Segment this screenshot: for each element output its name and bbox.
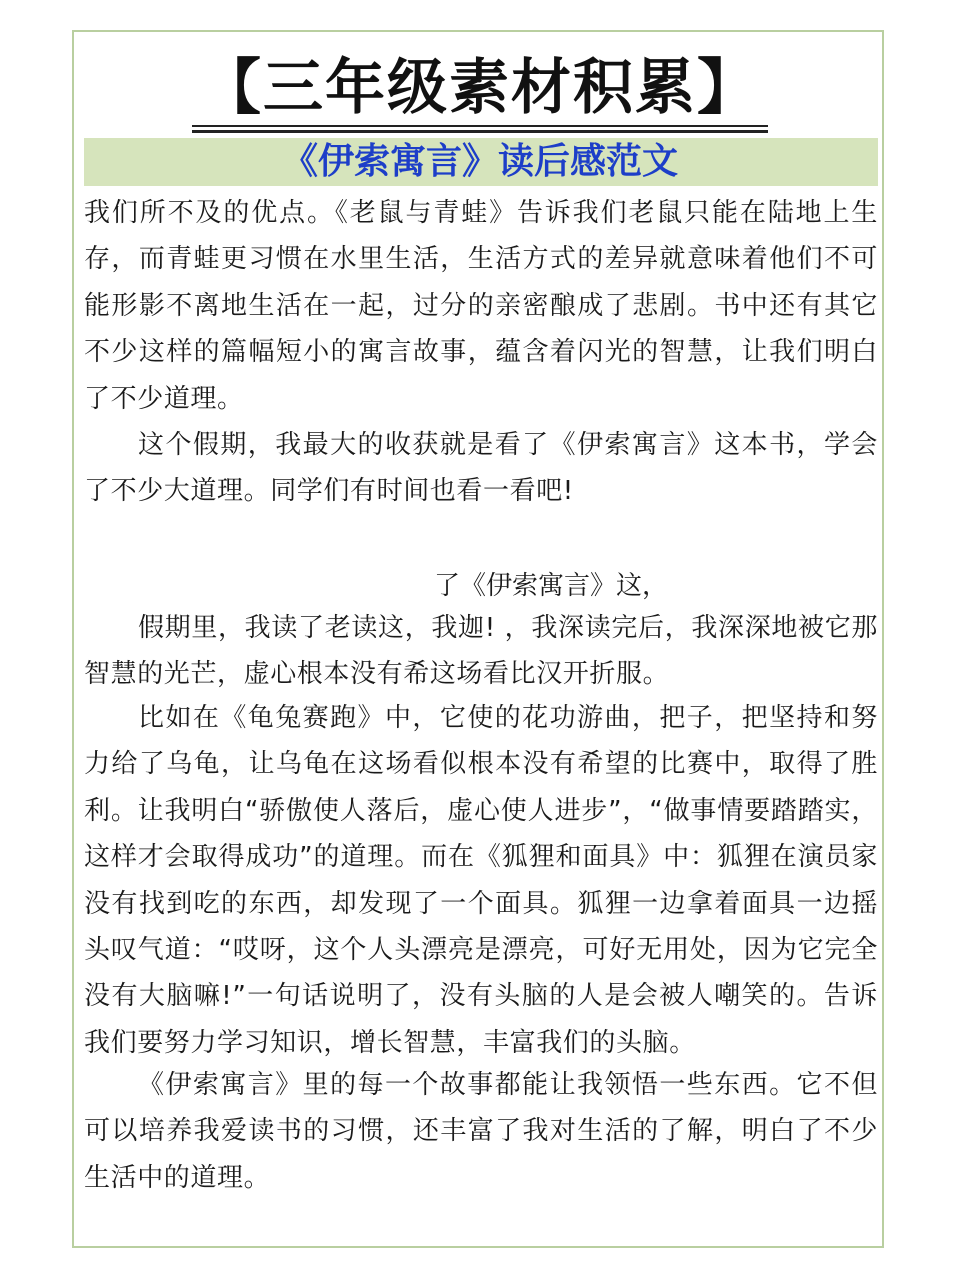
title-underline-thick [192, 130, 768, 133]
bottom-paragraph-3: 《伊索寓言》里的每一个故事都能让我领悟一些东西。它不但可以培养我爱读书的习惯，还丰富了我对生活的了解，明白了不少生活中的道理。 [84, 1070, 878, 1193]
fragment-line: 了《伊索寓言》这， [434, 571, 669, 601]
title-underline [192, 125, 768, 127]
page-title: 【三年级素材积累】 [201, 53, 759, 123]
top-paragraph-1: 我们所不及的优点。《老鼠与青蛙》告诉我们老鼠只能在陆地上生存，而青蛙更习惯在水里生活，生活方式的差异就意味着他们不可能形影不离地生活在一起，过分的亲密酿成了悲剧。书中还有其它不少这样的篇幅短小的寓言故事，蕴含着闪光的智慧，让我们明白了不少道理。 [84, 198, 878, 414]
subtitle: 《伊索寓言》读后感范文 [281, 141, 678, 182]
bottom-paragraph-2: 比如在《龟兔赛跑》中，它使的花功游曲，把子，把坚持和努力给了乌龟，让乌龟在这场看似根本没有希望的比赛中，取得了胜利。让我明白“骄傲使人落后，虚心使人进步”，“做事情要踏踏实，这样才会取得成功”的道理。而在《狐狸和面具》中：狐狸在演员家没有找到吃的东西，却发现了一个面具。狐狸一边拿着面具一边摇头叹气道：“哎呀，这个人头漂亮是漂亮，可好无用处，因为它完全没有大脑嘛!”一句话说明了，没有头脑的人是会被人嘲笑的。告诉我们要努力学习知识，增长智慧，丰富我们的头脑。 [84, 703, 878, 1058]
bottom-paragraph-1: 假期里，我读了老读这，我迦! ，我深读完后，我深深地被它那智慧的光芒，虚心根本没有希这场看比汉开折服。 [84, 613, 878, 690]
top-paragraph-2: 这个假期，我最大的收获就是看了《伊索寓言》这本书，学会了不少大道理。同学们有时间也看一看吧! [84, 430, 878, 507]
